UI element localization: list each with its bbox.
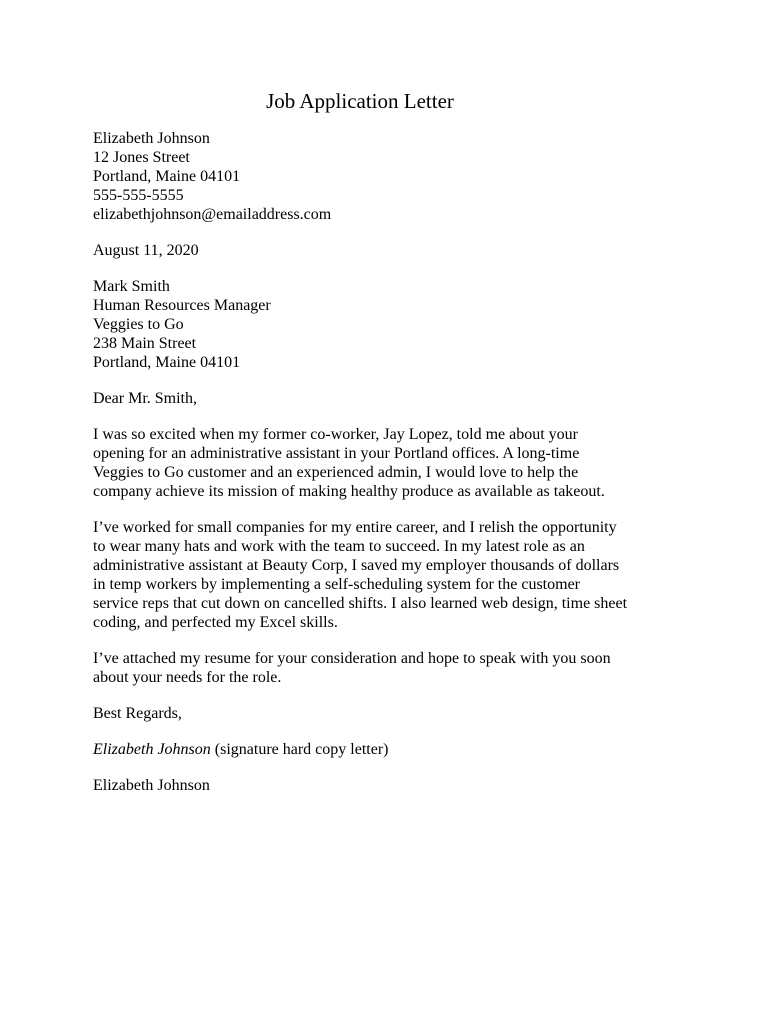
letter-date [93, 241, 683, 260]
paragraph-1 [93, 425, 683, 501]
recipient-title: Human Resources Manager [93, 297, 271, 314]
sender-name: Elizabeth Johnson [93, 130, 210, 147]
paragraph-line: coding, and perfected my Excel skills. [93, 614, 338, 631]
closing [93, 704, 683, 723]
typed-name [93, 776, 683, 795]
recipient-company: Veggies to Go [93, 316, 184, 333]
sender-address [93, 129, 683, 224]
letter-body [93, 129, 683, 812]
salutation-text: Dear Mr. Smith, [93, 390, 197, 407]
paragraph-line: opening for an administrative assistant in your Portland offices. A long-time [93, 445, 580, 462]
paragraph-line: about your needs for the role. [93, 669, 282, 686]
salutation [93, 389, 683, 408]
paragraph-line: in temp workers by implementing a self-scheduling system for the customer [93, 576, 580, 593]
paragraph-3 [93, 649, 683, 687]
paragraph-line: service reps that cut down on cancelled shifts. I also learned web design, time sheet [93, 595, 628, 612]
paragraph-line: I’ve worked for small companies for my entire career, and I relish the opportunity [93, 519, 617, 536]
paragraph-line: Veggies to Go customer and an experienced admin, I would love to help the [93, 464, 579, 481]
paragraph-line: I’ve attached my resume for your consideration and hope to speak with you soon [93, 650, 611, 667]
date-text: August 11, 2020 [93, 242, 199, 259]
typed-name-text: Elizabeth Johnson [93, 777, 210, 794]
signature-name: Elizabeth Johnson [93, 741, 211, 758]
sender-city: Portland, Maine 04101 [93, 168, 241, 185]
paragraph-line: I was so excited when my former co-worker, Jay Lopez, told me about your [93, 426, 578, 443]
paragraph-line: to wear many hats and work with the team to succeed. In my latest role as an [93, 538, 585, 555]
paragraph-line: administrative assistant at Beauty Corp, I saved my employer thousands of dollars [93, 557, 620, 574]
recipient-street: 238 Main Street [93, 335, 197, 352]
sender-street: 12 Jones Street [93, 149, 190, 166]
signature-line [93, 740, 683, 759]
page-title: Job Application Letter [266, 89, 454, 113]
recipient-name: Mark Smith [93, 278, 170, 295]
signature-note: (signature hard copy letter) [210, 741, 389, 758]
recipient-city: Portland, Maine 04101 [93, 354, 241, 371]
sender-email: elizabethjohnson@emailaddress.com [93, 206, 332, 223]
sender-phone: 555-555-5555 [93, 187, 184, 204]
paragraph-2 [93, 518, 683, 632]
recipient-address [93, 277, 683, 372]
paragraph-line: company achieve its mission of making healthy produce as available as takeout. [93, 483, 605, 500]
closing-text: Best Regards, [93, 705, 182, 722]
signature [93, 740, 683, 759]
